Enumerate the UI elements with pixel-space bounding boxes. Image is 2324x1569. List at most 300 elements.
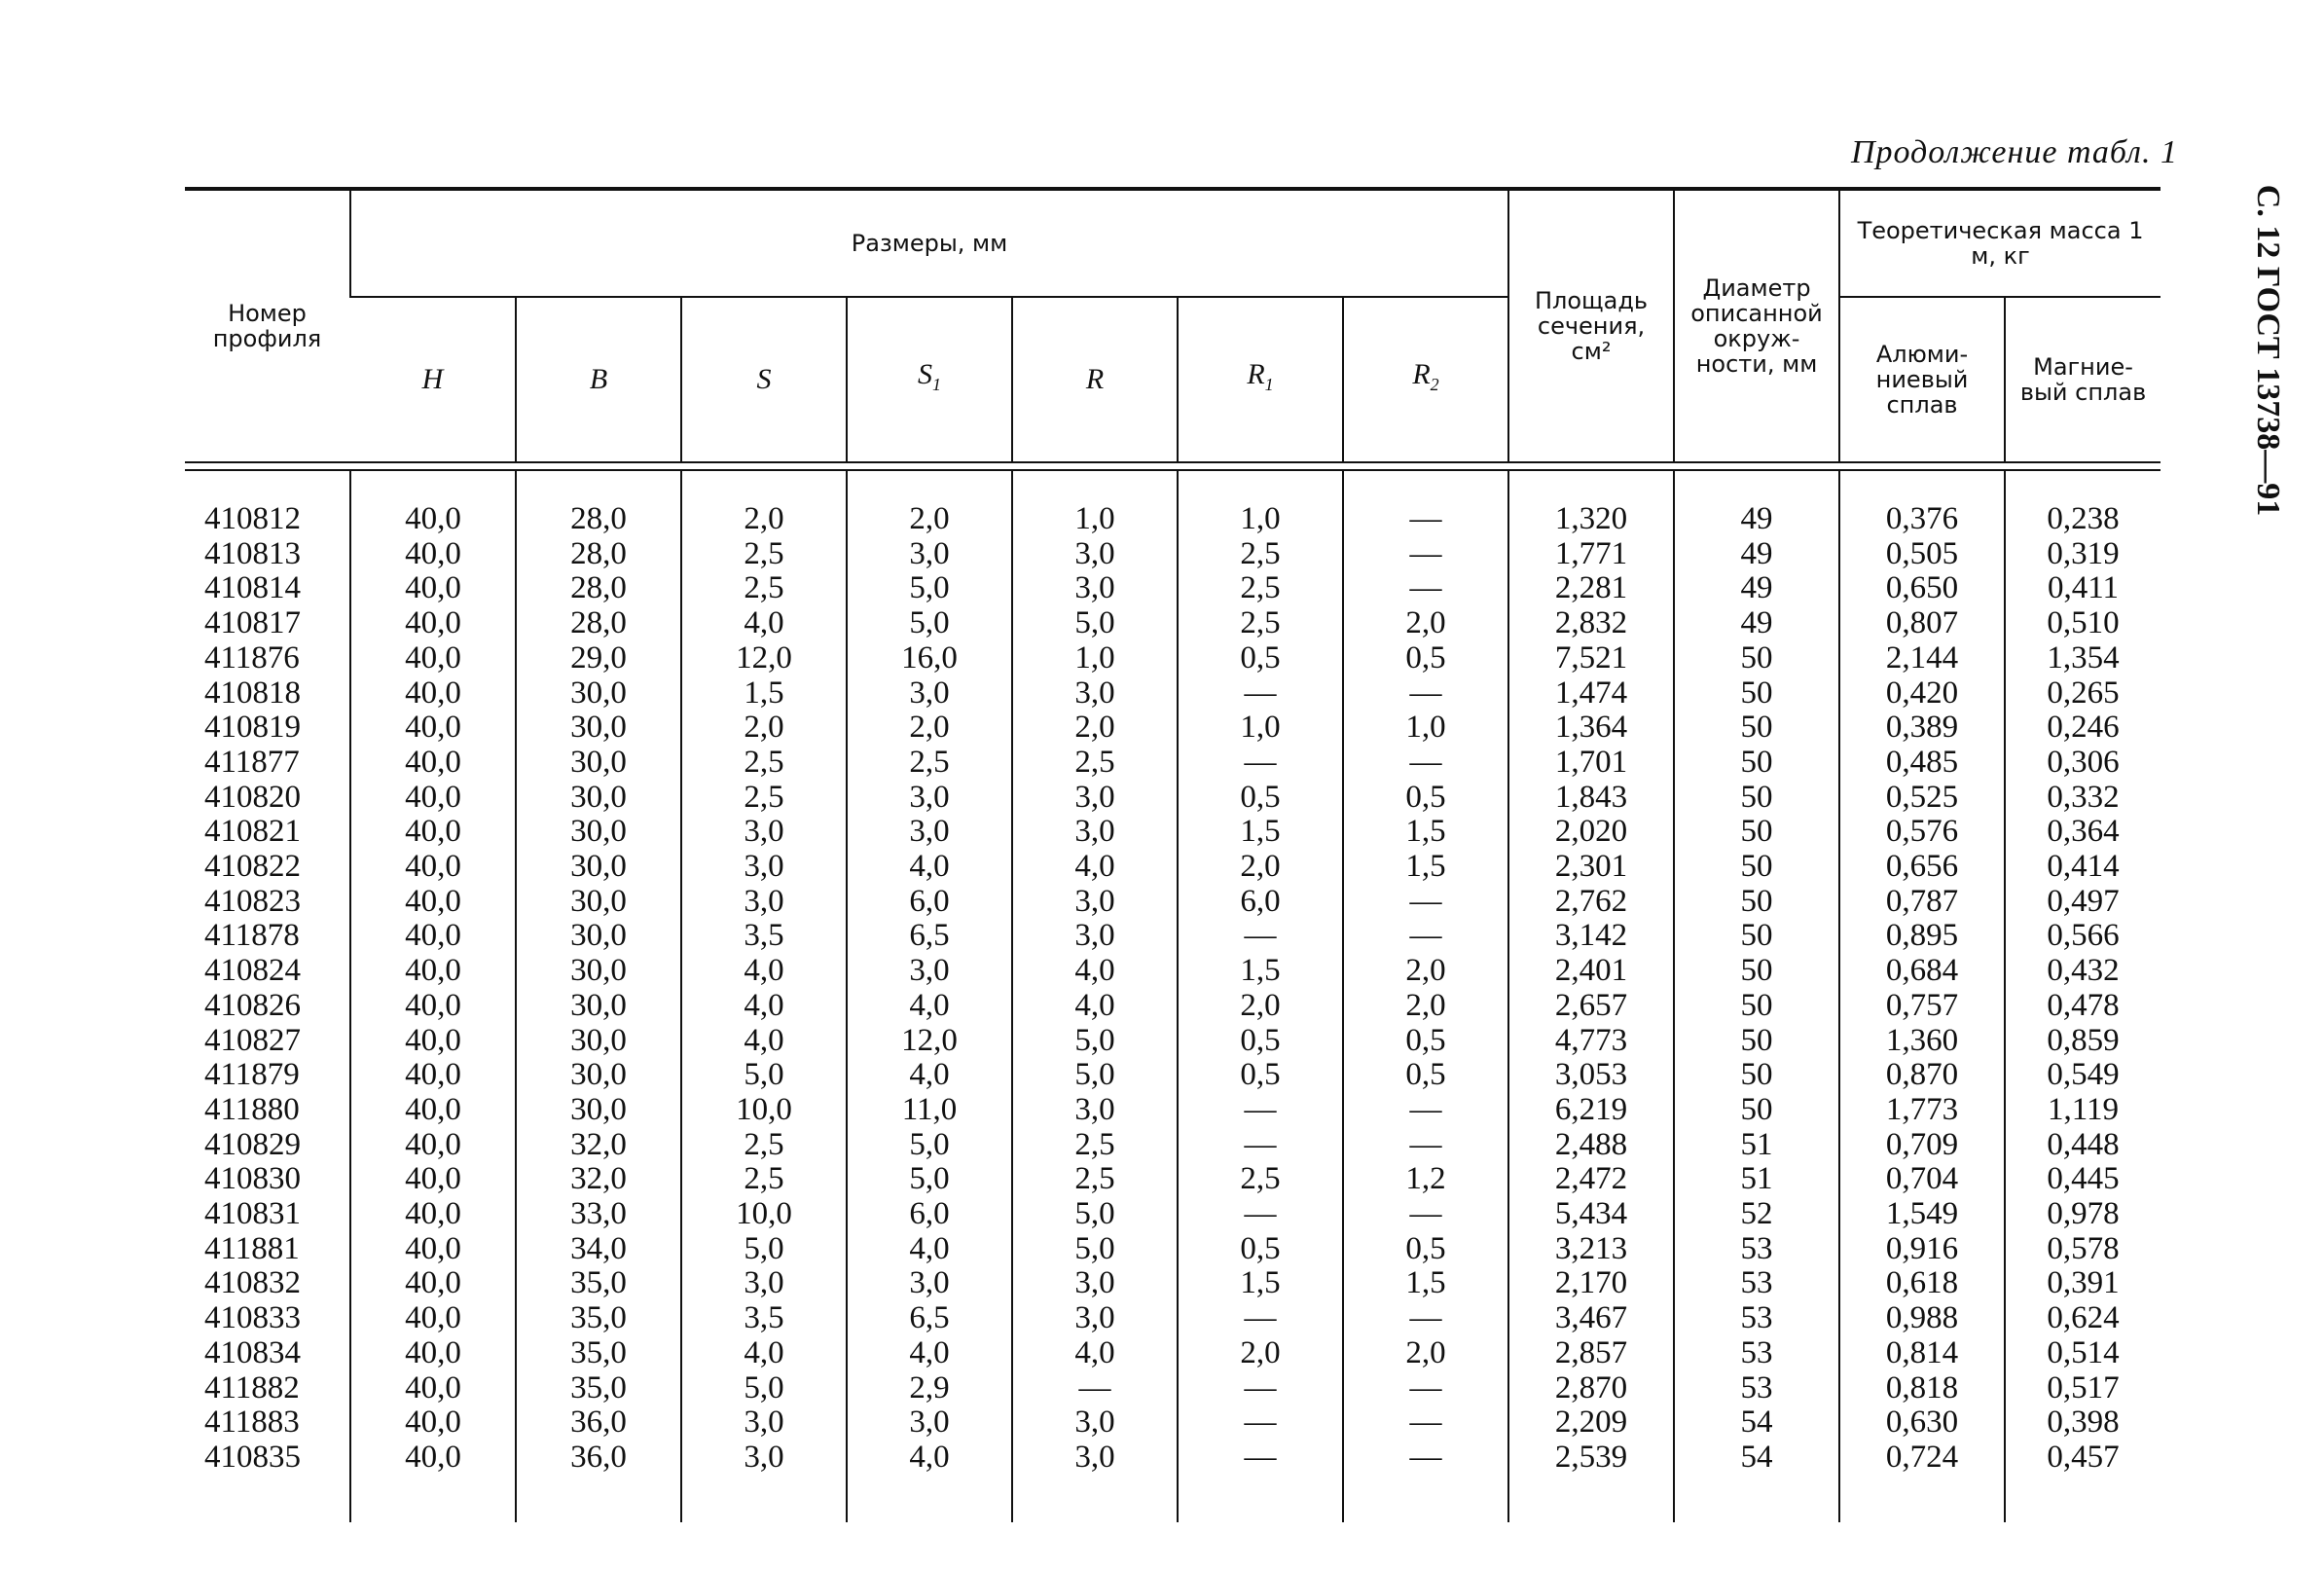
header-S: S xyxy=(681,297,847,462)
cell-profile-number: 410827 xyxy=(204,1022,301,1058)
cell-mass-magnesium: 0,497 xyxy=(2005,885,2161,920)
cell-R: 2,5 xyxy=(1012,746,1178,781)
header-R1-subscript: 1 xyxy=(1264,375,1274,394)
cell-S: 2,5 xyxy=(681,1162,847,1197)
header-aluminum-alloy: Алюми-ниевый сплав xyxy=(1839,297,2005,462)
page-header-text: С. 12 ГОСТ 13738—91 xyxy=(2250,184,2286,517)
cell-area: 2,301 xyxy=(1508,850,1674,885)
cell-B: 34,0 xyxy=(516,1232,681,1267)
cell-mass-magnesium: 0,549 xyxy=(2005,1058,2161,1093)
cell-R: 2,0 xyxy=(1012,711,1178,746)
header-R1-letter: R xyxy=(1247,358,1265,390)
cell-profile-number: 410817 xyxy=(204,605,301,641)
page-header-standard xyxy=(2238,146,2297,555)
cell-mass-magnesium: 0,514 xyxy=(2005,1336,2161,1371)
cell-profile-number: 411878 xyxy=(204,918,300,954)
cell-diameter: 49 xyxy=(1674,537,1839,572)
cell-mass-magnesium: 0,448 xyxy=(2005,1128,2161,1163)
table-row xyxy=(185,1266,2161,1301)
cell-H: 40,0 xyxy=(350,641,516,676)
cell-S: 4,0 xyxy=(681,1336,847,1371)
cell-B: 30,0 xyxy=(516,1093,681,1128)
cell-diameter: 50 xyxy=(1674,711,1839,746)
cell-mass-aluminum: 0,650 xyxy=(1839,571,2005,606)
cell-S: 1,5 xyxy=(681,676,847,712)
cell-B: 36,0 xyxy=(516,1405,681,1441)
cell-R1: 0,5 xyxy=(1178,781,1343,816)
cell-S: 3,0 xyxy=(681,1441,847,1522)
cell-mass-aluminum: 0,807 xyxy=(1839,606,2005,641)
header-R2 xyxy=(1343,297,1508,462)
cell-R1: — xyxy=(1178,746,1343,781)
cell-R1: 0,5 xyxy=(1178,1058,1343,1093)
cell-R2: 0,5 xyxy=(1343,1232,1508,1267)
cell-S1: 3,0 xyxy=(847,781,1012,816)
cell-H: 40,0 xyxy=(350,571,516,606)
header-theoretical-mass: Теоретическая масса 1 м, кг xyxy=(1839,189,2161,297)
cell-H: 40,0 xyxy=(350,746,516,781)
cell-mass-magnesium: 0,445 xyxy=(2005,1162,2161,1197)
cell-profile-number: 410831 xyxy=(204,1196,301,1232)
cell-profile-number: 410834 xyxy=(204,1334,301,1370)
cell-mass-aluminum: 0,870 xyxy=(1839,1058,2005,1093)
cell-diameter: 50 xyxy=(1674,641,1839,676)
cell-S: 2,0 xyxy=(681,470,847,537)
cell-diameter: 50 xyxy=(1674,885,1839,920)
cell-R1: — xyxy=(1178,1301,1343,1336)
cell-mass-magnesium: 0,478 xyxy=(2005,989,2161,1024)
table-row xyxy=(185,606,2161,641)
table-row xyxy=(185,1128,2161,1163)
cell-mass-aluminum: 0,485 xyxy=(1839,746,2005,781)
cell-R2: 2,0 xyxy=(1343,989,1508,1024)
cell-S: 2,5 xyxy=(681,746,847,781)
cell-S1: 2,0 xyxy=(847,470,1012,537)
cell-R: 2,5 xyxy=(1012,1128,1178,1163)
cell-R1: 0,5 xyxy=(1178,1232,1343,1267)
profile-table-container xyxy=(185,187,2161,1522)
cell-H: 40,0 xyxy=(350,850,516,885)
cell-profile-number: 410812 xyxy=(204,501,301,536)
cell-mass-aluminum: 0,704 xyxy=(1839,1162,2005,1197)
cell-R2: — xyxy=(1343,746,1508,781)
cell-S: 4,0 xyxy=(681,989,847,1024)
cell-diameter: 50 xyxy=(1674,815,1839,850)
table-row xyxy=(185,1441,2161,1522)
cell-R1: 2,0 xyxy=(1178,989,1343,1024)
cell-mass-magnesium: 0,391 xyxy=(2005,1266,2161,1301)
cell-R: 5,0 xyxy=(1012,1024,1178,1059)
cell-H: 40,0 xyxy=(350,1405,516,1441)
cell-S: 2,5 xyxy=(681,1128,847,1163)
cell-H: 40,0 xyxy=(350,711,516,746)
cell-area: 2,539 xyxy=(1508,1441,1674,1522)
cell-B: 30,0 xyxy=(516,954,681,989)
cell-S: 2,5 xyxy=(681,537,847,572)
cell-R: 3,0 xyxy=(1012,1405,1178,1441)
cell-B: 32,0 xyxy=(516,1128,681,1163)
table-row xyxy=(185,470,2161,537)
cell-profile-number: 411876 xyxy=(204,639,300,675)
cell-area: 2,657 xyxy=(1508,989,1674,1024)
cell-diameter: 54 xyxy=(1674,1405,1839,1441)
cell-mass-aluminum: 0,656 xyxy=(1839,850,2005,885)
cell-diameter: 50 xyxy=(1674,850,1839,885)
header-profile-number: Номер профиля xyxy=(212,300,322,352)
cell-R: 3,0 xyxy=(1012,885,1178,920)
cell-R: 5,0 xyxy=(1012,1232,1178,1267)
cell-mass-magnesium: 0,319 xyxy=(2005,537,2161,572)
cell-B: 35,0 xyxy=(516,1371,681,1406)
cell-R1: 2,0 xyxy=(1178,850,1343,885)
cell-R1: — xyxy=(1178,1128,1343,1163)
cell-mass-magnesium: 0,859 xyxy=(2005,1024,2161,1059)
cell-S: 4,0 xyxy=(681,1024,847,1059)
cell-B: 30,0 xyxy=(516,746,681,781)
cell-R1: — xyxy=(1178,1197,1343,1232)
cell-diameter: 50 xyxy=(1674,1058,1839,1093)
cell-S1: 4,0 xyxy=(847,1441,1012,1522)
cell-R1: — xyxy=(1178,676,1343,712)
cell-R2: 0,5 xyxy=(1343,1058,1508,1093)
table-row xyxy=(185,1093,2161,1128)
cell-S1: 3,0 xyxy=(847,954,1012,989)
cell-mass-aluminum: 0,618 xyxy=(1839,1266,2005,1301)
cell-R1: 0,5 xyxy=(1178,1024,1343,1059)
cell-R: 5,0 xyxy=(1012,606,1178,641)
cell-B: 30,0 xyxy=(516,885,681,920)
cell-S: 3,0 xyxy=(681,815,847,850)
cell-S1: 6,5 xyxy=(847,919,1012,954)
cell-mass-aluminum: 0,814 xyxy=(1839,1336,2005,1371)
cell-H: 40,0 xyxy=(350,1301,516,1336)
cell-H: 40,0 xyxy=(350,1058,516,1093)
cell-area: 1,701 xyxy=(1508,746,1674,781)
header-R2-letter: R xyxy=(1412,358,1431,390)
cell-diameter: 49 xyxy=(1674,470,1839,537)
cell-S: 3,0 xyxy=(681,1266,847,1301)
table-row xyxy=(185,1232,2161,1267)
cell-H: 40,0 xyxy=(350,989,516,1024)
cell-R2: — xyxy=(1343,470,1508,537)
cell-profile-number: 410829 xyxy=(204,1126,301,1162)
cell-diameter: 51 xyxy=(1674,1128,1839,1163)
cell-H: 40,0 xyxy=(350,676,516,712)
cell-mass-aluminum: 0,916 xyxy=(1839,1232,2005,1267)
cell-R2: 1,0 xyxy=(1343,711,1508,746)
table-row xyxy=(185,781,2161,816)
cell-B: 29,0 xyxy=(516,641,681,676)
cell-S: 2,5 xyxy=(681,571,847,606)
header-S1-letter: S xyxy=(918,358,932,390)
cell-R1: — xyxy=(1178,919,1343,954)
cell-profile-number: 410830 xyxy=(204,1161,301,1197)
cell-mass-magnesium: 0,578 xyxy=(2005,1232,2161,1267)
cell-B: 28,0 xyxy=(516,537,681,572)
cell-S: 3,0 xyxy=(681,1405,847,1441)
cell-S1: 5,0 xyxy=(847,1128,1012,1163)
cell-R: 5,0 xyxy=(1012,1197,1178,1232)
cell-area: 1,771 xyxy=(1508,537,1674,572)
cell-profile-number: 411882 xyxy=(204,1369,300,1405)
header-B: B xyxy=(516,297,681,462)
cell-R2: — xyxy=(1343,537,1508,572)
header-row-sub xyxy=(185,297,2161,462)
cell-mass-aluminum: 0,684 xyxy=(1839,954,2005,989)
cell-area: 3,142 xyxy=(1508,919,1674,954)
cell-S1: 4,0 xyxy=(847,1336,1012,1371)
cell-profile-number: 411881 xyxy=(204,1230,300,1266)
cell-diameter: 49 xyxy=(1674,606,1839,641)
header-magnesium-alloy: Магние-вый сплав xyxy=(2005,297,2161,462)
header-R: R xyxy=(1012,297,1178,462)
cell-profile-number: 410814 xyxy=(204,570,301,606)
cell-S1: 3,0 xyxy=(847,537,1012,572)
cell-S1: 11,0 xyxy=(847,1093,1012,1128)
cell-R: 4,0 xyxy=(1012,850,1178,885)
cell-profile-number: 411879 xyxy=(204,1057,300,1093)
cell-diameter: 54 xyxy=(1674,1441,1839,1522)
cell-B: 30,0 xyxy=(516,781,681,816)
cell-H: 40,0 xyxy=(350,954,516,989)
cell-S1: 3,0 xyxy=(847,1266,1012,1301)
cell-R: 3,0 xyxy=(1012,815,1178,850)
cell-mass-aluminum: 0,389 xyxy=(1839,711,2005,746)
cell-S: 2,5 xyxy=(681,781,847,816)
cell-R1: 2,5 xyxy=(1178,537,1343,572)
cell-profile-number: 410819 xyxy=(204,710,301,746)
cell-S1: 3,0 xyxy=(847,815,1012,850)
cell-S1: 3,0 xyxy=(847,1405,1012,1441)
cell-R1: 1,5 xyxy=(1178,954,1343,989)
cell-mass-aluminum: 0,757 xyxy=(1839,989,2005,1024)
cell-R: 3,0 xyxy=(1012,1093,1178,1128)
cell-R2: — xyxy=(1343,1128,1508,1163)
cell-area: 2,870 xyxy=(1508,1371,1674,1406)
header-section-area: Площадь сечения, см² xyxy=(1508,189,1674,462)
cell-diameter: 53 xyxy=(1674,1336,1839,1371)
cell-S: 3,5 xyxy=(681,919,847,954)
table-row xyxy=(185,885,2161,920)
cell-H: 40,0 xyxy=(350,815,516,850)
table-continuation-caption: Продолжение табл. 1 xyxy=(1850,134,2178,170)
cell-H: 40,0 xyxy=(350,1093,516,1128)
cell-S1: 6,0 xyxy=(847,885,1012,920)
cell-mass-magnesium: 0,510 xyxy=(2005,606,2161,641)
cell-R2: — xyxy=(1343,1405,1508,1441)
cell-profile-number: 410835 xyxy=(204,1439,301,1475)
cell-diameter: 50 xyxy=(1674,781,1839,816)
cell-R2: — xyxy=(1343,1301,1508,1336)
cell-R: 3,0 xyxy=(1012,1266,1178,1301)
header-double-rule xyxy=(185,462,2161,470)
cell-profile-number: 410832 xyxy=(204,1265,301,1301)
cell-H: 40,0 xyxy=(350,1197,516,1232)
profile-table-body xyxy=(185,470,2161,1522)
cell-area: 2,857 xyxy=(1508,1336,1674,1371)
cell-S: 4,0 xyxy=(681,954,847,989)
cell-S: 5,0 xyxy=(681,1058,847,1093)
cell-mass-aluminum: 0,376 xyxy=(1839,470,2005,537)
cell-area: 3,467 xyxy=(1508,1301,1674,1336)
cell-mass-magnesium: 0,265 xyxy=(2005,676,2161,712)
cell-B: 28,0 xyxy=(516,470,681,537)
cell-mass-aluminum: 1,773 xyxy=(1839,1093,2005,1128)
cell-mass-aluminum: 0,576 xyxy=(1839,815,2005,850)
cell-diameter: 50 xyxy=(1674,989,1839,1024)
cell-mass-magnesium: 1,354 xyxy=(2005,641,2161,676)
cell-B: 35,0 xyxy=(516,1266,681,1301)
table-row xyxy=(185,1371,2161,1406)
cell-S1: 2,5 xyxy=(847,746,1012,781)
cell-H: 40,0 xyxy=(350,1336,516,1371)
cell-R: 3,0 xyxy=(1012,919,1178,954)
cell-B: 30,0 xyxy=(516,1024,681,1059)
cell-R: 4,0 xyxy=(1012,954,1178,989)
cell-R1: 1,5 xyxy=(1178,1266,1343,1301)
cell-B: 30,0 xyxy=(516,815,681,850)
cell-area: 1,843 xyxy=(1508,781,1674,816)
table-row xyxy=(185,1301,2161,1336)
cell-R1: 1,0 xyxy=(1178,470,1343,537)
cell-mass-aluminum: 0,988 xyxy=(1839,1301,2005,1336)
cell-S1: 4,0 xyxy=(847,1232,1012,1267)
cell-H: 40,0 xyxy=(350,606,516,641)
cell-S1: 12,0 xyxy=(847,1024,1012,1059)
cell-diameter: 52 xyxy=(1674,1197,1839,1232)
table-row xyxy=(185,815,2161,850)
cell-mass-aluminum: 0,525 xyxy=(1839,781,2005,816)
cell-R: 4,0 xyxy=(1012,1336,1178,1371)
cell-R2: 1,5 xyxy=(1343,850,1508,885)
cell-R2: — xyxy=(1343,919,1508,954)
table-row xyxy=(185,641,2161,676)
cell-B: 30,0 xyxy=(516,850,681,885)
cell-area: 3,213 xyxy=(1508,1232,1674,1267)
cell-mass-aluminum: 0,505 xyxy=(1839,537,2005,572)
cell-area: 2,209 xyxy=(1508,1405,1674,1441)
cell-mass-magnesium: 0,411 xyxy=(2005,571,2161,606)
cell-R: 2,5 xyxy=(1012,1162,1178,1197)
cell-mass-magnesium: 0,238 xyxy=(2005,470,2161,537)
cell-area: 2,472 xyxy=(1508,1162,1674,1197)
cell-R2: 2,0 xyxy=(1343,954,1508,989)
cell-diameter: 50 xyxy=(1674,746,1839,781)
cell-B: 36,0 xyxy=(516,1441,681,1522)
cell-area: 2,488 xyxy=(1508,1128,1674,1163)
cell-S: 5,0 xyxy=(681,1371,847,1406)
cell-S: 3,0 xyxy=(681,850,847,885)
header-H: H xyxy=(350,297,516,462)
table-row xyxy=(185,954,2161,989)
cell-diameter: 53 xyxy=(1674,1301,1839,1336)
cell-S1: 5,0 xyxy=(847,606,1012,641)
cell-R2: 2,0 xyxy=(1343,1336,1508,1371)
cell-mass-magnesium: 0,246 xyxy=(2005,711,2161,746)
cell-mass-magnesium: 1,119 xyxy=(2005,1093,2161,1128)
profile-table xyxy=(185,187,2161,1522)
cell-R2: — xyxy=(1343,1093,1508,1128)
cell-H: 40,0 xyxy=(350,781,516,816)
cell-S: 4,0 xyxy=(681,606,847,641)
cell-H: 40,0 xyxy=(350,470,516,537)
cell-area: 2,832 xyxy=(1508,606,1674,641)
cell-mass-magnesium: 0,432 xyxy=(2005,954,2161,989)
cell-B: 32,0 xyxy=(516,1162,681,1197)
cell-R2: 0,5 xyxy=(1343,641,1508,676)
cell-R1: 6,0 xyxy=(1178,885,1343,920)
cell-R2: 0,5 xyxy=(1343,1024,1508,1059)
cell-S: 10,0 xyxy=(681,1093,847,1128)
table-row xyxy=(185,571,2161,606)
cell-R1: 2,5 xyxy=(1178,606,1343,641)
cell-mass-aluminum: 2,144 xyxy=(1839,641,2005,676)
cell-R2: 1,2 xyxy=(1343,1162,1508,1197)
header-S1 xyxy=(847,297,1012,462)
cell-S1: 5,0 xyxy=(847,571,1012,606)
cell-mass-aluminum: 0,724 xyxy=(1839,1441,2005,1522)
cell-S1: 16,0 xyxy=(847,641,1012,676)
cell-diameter: 50 xyxy=(1674,1024,1839,1059)
cell-S1: 4,0 xyxy=(847,989,1012,1024)
cell-H: 40,0 xyxy=(350,1371,516,1406)
cell-S: 3,5 xyxy=(681,1301,847,1336)
cell-diameter: 50 xyxy=(1674,1093,1839,1128)
cell-R: — xyxy=(1012,1371,1178,1406)
cell-mass-magnesium: 0,364 xyxy=(2005,815,2161,850)
cell-S: 2,0 xyxy=(681,711,847,746)
cell-B: 35,0 xyxy=(516,1301,681,1336)
cell-R: 3,0 xyxy=(1012,781,1178,816)
cell-area: 1,364 xyxy=(1508,711,1674,746)
cell-H: 40,0 xyxy=(350,885,516,920)
cell-R: 4,0 xyxy=(1012,989,1178,1024)
cell-B: 30,0 xyxy=(516,1058,681,1093)
cell-R2: — xyxy=(1343,1197,1508,1232)
table-row xyxy=(185,850,2161,885)
cell-area: 2,281 xyxy=(1508,571,1674,606)
table-row xyxy=(185,1024,2161,1059)
cell-mass-magnesium: 0,332 xyxy=(2005,781,2161,816)
table-row xyxy=(185,1336,2161,1371)
cell-R1: — xyxy=(1178,1371,1343,1406)
cell-R: 3,0 xyxy=(1012,571,1178,606)
cell-mass-magnesium: 0,517 xyxy=(2005,1371,2161,1406)
cell-H: 40,0 xyxy=(350,1024,516,1059)
cell-R2: — xyxy=(1343,1371,1508,1406)
cell-mass-magnesium: 0,398 xyxy=(2005,1405,2161,1441)
cell-area: 7,521 xyxy=(1508,641,1674,676)
cell-mass-aluminum: 0,895 xyxy=(1839,919,2005,954)
cell-R2: 1,5 xyxy=(1343,815,1508,850)
cell-diameter: 50 xyxy=(1674,676,1839,712)
cell-diameter: 53 xyxy=(1674,1232,1839,1267)
cell-H: 40,0 xyxy=(350,1441,516,1522)
cell-R: 3,0 xyxy=(1012,1441,1178,1522)
cell-mass-magnesium: 0,414 xyxy=(2005,850,2161,885)
cell-R1: — xyxy=(1178,1405,1343,1441)
cell-R: 3,0 xyxy=(1012,537,1178,572)
cell-diameter: 49 xyxy=(1674,571,1839,606)
header-circumscribed-diameter: Диаметр описанной окруж-ности, мм xyxy=(1674,189,1839,462)
cell-B: 33,0 xyxy=(516,1197,681,1232)
cell-R2: 0,5 xyxy=(1343,781,1508,816)
cell-R: 3,0 xyxy=(1012,676,1178,712)
cell-area: 2,020 xyxy=(1508,815,1674,850)
cell-S: 5,0 xyxy=(681,1232,847,1267)
header-row-top xyxy=(185,189,2161,297)
cell-diameter: 50 xyxy=(1674,954,1839,989)
